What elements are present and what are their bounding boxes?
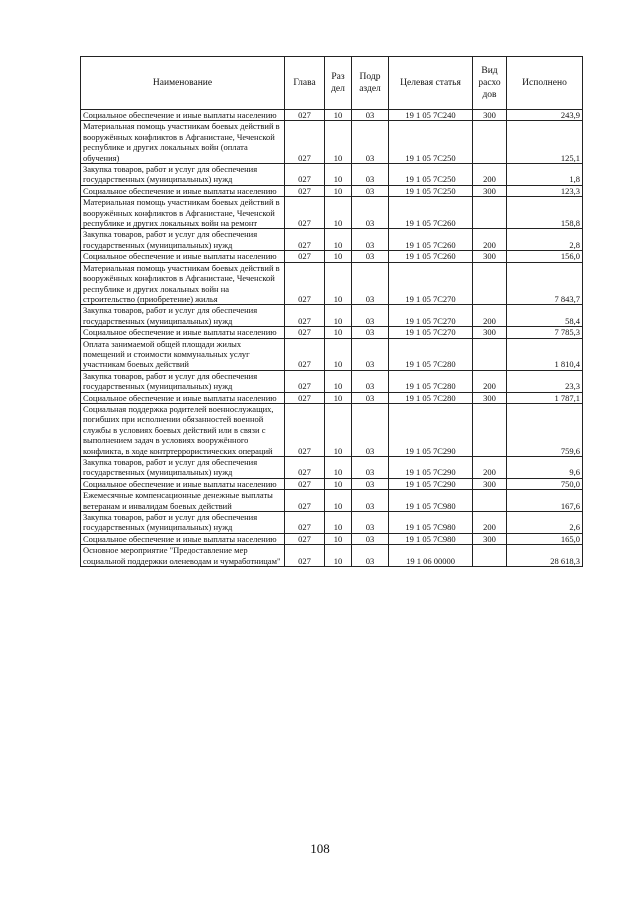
cell-target: 19 1 05 7С270 [389,305,473,327]
cell-section: 10 [325,512,352,534]
cell-type: 200 [473,229,507,251]
cell-subsection: 03 [352,478,389,489]
cell-chapter: 027 [285,457,325,479]
table-row [81,490,583,512]
cell-section: 10 [325,533,352,544]
table-row [81,121,583,164]
table-row [81,512,583,534]
table-row [81,229,583,251]
cell-type: 300 [473,478,507,489]
cell-name: Социальное обеспечение и иные выплаты населению [81,251,285,262]
cell-name: Закупка товаров, работ и услуг для обеспечения государственных (муниципальных) нужд [81,370,285,392]
table-row [81,370,583,392]
cell-target: 19 1 05 7С280 [389,338,473,370]
cell-subsection: 03 [352,251,389,262]
cell-executed: 23,3 [507,370,583,392]
cell-target: 19 1 05 7С280 [389,392,473,403]
header-section: Раз дел [325,57,352,110]
cell-type: 300 [473,327,507,338]
cell-name: Основное мероприятие "Предоставление мер социальной поддержки оленеводам и чумработницам" [81,545,285,567]
table-row [81,457,583,479]
cell-chapter: 027 [285,370,325,392]
cell-executed: 7 843,7 [507,262,583,305]
cell-target: 19 1 06 00000 [389,545,473,567]
cell-target: 19 1 05 7С290 [389,403,473,456]
table-row [81,305,583,327]
cell-target: 19 1 05 7С260 [389,197,473,229]
cell-chapter: 027 [285,164,325,186]
cell-type [473,545,507,567]
table-header-row [81,57,583,110]
cell-executed: 1 787,1 [507,392,583,403]
cell-chapter: 027 [285,338,325,370]
cell-executed: 125,1 [507,121,583,164]
budget-table [80,56,583,567]
cell-name: Закупка товаров, работ и услуг для обеспечения государственных (муниципальных) нужд [81,229,285,251]
cell-executed: 165,0 [507,533,583,544]
cell-chapter: 027 [285,512,325,534]
cell-name: Закупка товаров, работ и услуг для обеспечения государственных (муниципальных) нужд [81,512,285,534]
cell-subsection: 03 [352,262,389,305]
cell-executed: 167,6 [507,490,583,512]
cell-name: Материальная помощь участникам боевых действий в вооружённых конфликтов в Афганистане, Чеченской республике и других локальных войн (оплата обучения) [81,121,285,164]
header-name: Наименование [81,57,285,110]
cell-executed: 2,8 [507,229,583,251]
cell-name: Социальное обеспечение и иные выплаты населению [81,327,285,338]
table-row [81,262,583,305]
cell-name: Закупка товаров, работ и услуг для обеспечения государственных (муниципальных) нужд [81,305,285,327]
cell-type: 300 [473,251,507,262]
table-row [81,403,583,456]
cell-name: Социальное обеспечение и иные выплаты населению [81,533,285,544]
cell-section: 10 [325,338,352,370]
cell-target: 19 1 05 7С240 [389,110,473,121]
cell-name: Социальное обеспечение и иные выплаты населению [81,478,285,489]
table-row [81,185,583,196]
cell-executed: 1 810,4 [507,338,583,370]
cell-executed: 1,8 [507,164,583,186]
cell-target: 19 1 05 7С250 [389,121,473,164]
cell-chapter: 027 [285,197,325,229]
cell-type: 200 [473,512,507,534]
table-row [81,251,583,262]
cell-name: Социальное обеспечение и иные выплаты населению [81,392,285,403]
cell-type: 300 [473,110,507,121]
cell-target: 19 1 05 7С290 [389,478,473,489]
table-row [81,533,583,544]
cell-chapter: 027 [285,545,325,567]
cell-chapter: 027 [285,185,325,196]
table-row [81,545,583,567]
cell-target: 19 1 05 7С250 [389,185,473,196]
header-chapter: Глава [285,57,325,110]
cell-subsection: 03 [352,403,389,456]
cell-chapter: 027 [285,403,325,456]
cell-subsection: 03 [352,457,389,479]
cell-target: 19 1 05 7С980 [389,533,473,544]
cell-executed: 750,0 [507,478,583,489]
cell-target: 19 1 05 7С260 [389,251,473,262]
cell-target: 19 1 05 7С980 [389,490,473,512]
cell-chapter: 027 [285,533,325,544]
cell-chapter: 027 [285,478,325,489]
cell-section: 10 [325,164,352,186]
table-row [81,338,583,370]
cell-subsection: 03 [352,110,389,121]
cell-name: Социальное обеспечение и иные выплаты населению [81,185,285,196]
cell-subsection: 03 [352,545,389,567]
cell-section: 10 [325,251,352,262]
cell-executed: 58,4 [507,305,583,327]
cell-subsection: 03 [352,164,389,186]
cell-executed: 156,0 [507,251,583,262]
table-row [81,164,583,186]
cell-target: 19 1 05 7С270 [389,327,473,338]
cell-chapter: 027 [285,229,325,251]
header-subsection: Подр аздел [352,57,389,110]
cell-section: 10 [325,121,352,164]
cell-executed: 123,3 [507,185,583,196]
cell-subsection: 03 [352,338,389,370]
cell-subsection: 03 [352,370,389,392]
cell-section: 10 [325,490,352,512]
cell-type: 300 [473,185,507,196]
cell-name: Ежемесячные компенсационные денежные выплаты ветеранам и инвалидам боевых действий [81,490,285,512]
cell-chapter: 027 [285,121,325,164]
cell-section: 10 [325,545,352,567]
cell-name: Материальная помощь участникам боевых действий в вооружённых конфликтов в Афганистане, Чеченской республике и других локальных войн на строительство (приобретение) жилья [81,262,285,305]
cell-target: 19 1 05 7С260 [389,229,473,251]
cell-type [473,490,507,512]
cell-name: Социальное обеспечение и иные выплаты населению [81,110,285,121]
cell-section: 10 [325,305,352,327]
table-row [81,110,583,121]
cell-chapter: 027 [285,110,325,121]
cell-name: Материальная помощь участникам боевых действий в вооружённых конфликтов в Афганистане, Чеченской республике и других локальных войн на ремонт [81,197,285,229]
table-row [81,327,583,338]
cell-subsection: 03 [352,305,389,327]
cell-type: 300 [473,392,507,403]
cell-executed: 2,6 [507,512,583,534]
cell-name: Социальная поддержка родителей военнослужащих, погибших при исполнении обязанностей военной службы в условиях боевых действий или в связи с выполнением задач в условиях вооружённого конфликта, в ходе контртеррористических операций [81,403,285,456]
cell-chapter: 027 [285,251,325,262]
cell-target: 19 1 05 7С250 [389,164,473,186]
cell-subsection: 03 [352,533,389,544]
header-executed: Исполнено [507,57,583,110]
cell-target: 19 1 05 7С280 [389,370,473,392]
cell-subsection: 03 [352,490,389,512]
cell-section: 10 [325,197,352,229]
cell-subsection: 03 [352,197,389,229]
table-row [81,478,583,489]
table-row [81,197,583,229]
cell-type [473,121,507,164]
cell-type [473,262,507,305]
cell-subsection: 03 [352,121,389,164]
cell-executed: 158,8 [507,197,583,229]
cell-section: 10 [325,478,352,489]
cell-chapter: 027 [285,392,325,403]
cell-section: 10 [325,370,352,392]
cell-section: 10 [325,457,352,479]
cell-name: Закупка товаров, работ и услуг для обеспечения государственных (муниципальных) нужд [81,457,285,479]
page-number: 108 [310,841,330,856]
cell-type [473,338,507,370]
cell-type: 200 [473,164,507,186]
cell-target: 19 1 05 7С980 [389,512,473,534]
cell-section: 10 [325,403,352,456]
cell-section: 10 [325,327,352,338]
cell-section: 10 [325,185,352,196]
cell-subsection: 03 [352,512,389,534]
cell-executed: 759,6 [507,403,583,456]
header-target: Целевая статья [389,57,473,110]
cell-type: 200 [473,370,507,392]
cell-target: 19 1 05 7С270 [389,262,473,305]
table-row [81,392,583,403]
cell-target: 19 1 05 7С290 [389,457,473,479]
cell-chapter: 027 [285,305,325,327]
cell-section: 10 [325,262,352,305]
cell-type [473,197,507,229]
cell-subsection: 03 [352,327,389,338]
cell-type [473,403,507,456]
cell-executed: 9,6 [507,457,583,479]
cell-subsection: 03 [352,392,389,403]
cell-chapter: 027 [285,262,325,305]
cell-type: 200 [473,457,507,479]
cell-executed: 7 785,3 [507,327,583,338]
cell-chapter: 027 [285,327,325,338]
cell-type: 200 [473,305,507,327]
cell-name: Закупка товаров, работ и услуг для обеспечения государственных (муниципальных) нужд [81,164,285,186]
cell-type: 300 [473,533,507,544]
cell-section: 10 [325,229,352,251]
cell-subsection: 03 [352,229,389,251]
cell-section: 10 [325,110,352,121]
cell-name: Оплата занимаемой общей площади жилых помещений и стоимости коммунальных услуг участникам боевых действий [81,338,285,370]
cell-subsection: 03 [352,185,389,196]
header-type: Вид расхо дов [473,57,507,110]
cell-chapter: 027 [285,490,325,512]
cell-executed: 28 618,3 [507,545,583,567]
cell-executed: 243,9 [507,110,583,121]
cell-section: 10 [325,392,352,403]
